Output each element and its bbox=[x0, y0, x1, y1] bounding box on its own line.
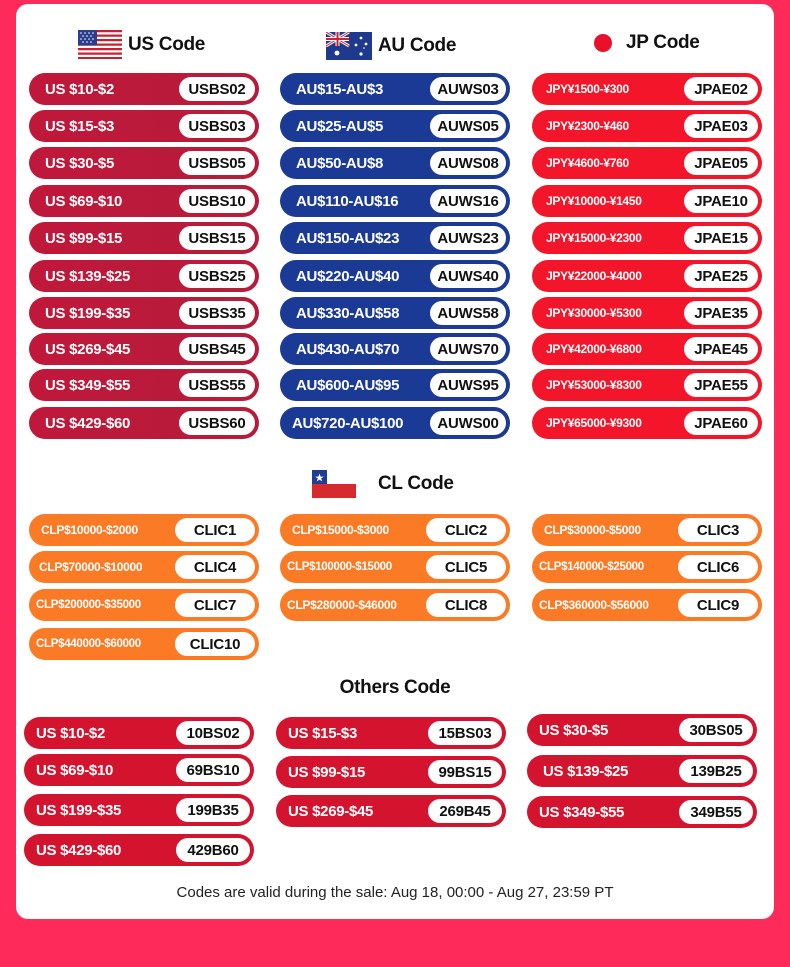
coupon-range: US $429-$60 bbox=[36, 841, 122, 859]
coupon-code[interactable]: 15BS03 bbox=[428, 721, 502, 745]
coupon-code[interactable]: CLIC10 bbox=[175, 632, 255, 656]
others-coupon-pill[interactable] bbox=[276, 717, 506, 749]
coupon-range: AU$330-AU$58 bbox=[296, 304, 400, 322]
jp-coupon-pill[interactable] bbox=[532, 185, 762, 217]
cl-code-title: CL Code bbox=[378, 473, 454, 494]
coupon-range: JPY¥53000-¥8300 bbox=[546, 378, 642, 392]
au-coupon-pill[interactable] bbox=[280, 369, 510, 401]
au-coupon-pill[interactable] bbox=[280, 260, 510, 292]
jp-code-title: JP Code bbox=[626, 32, 700, 53]
others-code-header bbox=[16, 677, 774, 699]
cl-coupon-pill[interactable] bbox=[29, 628, 259, 660]
others-coupon-pill[interactable] bbox=[24, 794, 254, 826]
coupon-range: US $15-$3 bbox=[45, 117, 115, 135]
cl-code-header bbox=[312, 470, 454, 498]
coupon-code[interactable]: USBS55 bbox=[179, 373, 255, 397]
coupon-range: JPY¥1500-¥300 bbox=[546, 82, 629, 96]
cl-coupon-pill[interactable] bbox=[280, 589, 510, 621]
coupon-range: AU$50-AU$8 bbox=[296, 154, 384, 172]
coupon-range: US $199-$35 bbox=[36, 801, 122, 819]
cl-coupon-pill[interactable] bbox=[280, 514, 510, 546]
au-coupon-pill[interactable] bbox=[280, 185, 510, 217]
coupon-range: US $69-$10 bbox=[45, 192, 123, 210]
coupon-range: US $10-$2 bbox=[36, 724, 106, 742]
others-coupon-pill[interactable] bbox=[276, 795, 506, 827]
coupon-range: CLP$70000-$10000 bbox=[39, 560, 143, 574]
coupon-code[interactable]: USBS02 bbox=[179, 77, 255, 101]
coupon-code[interactable]: AUWS16 bbox=[430, 189, 506, 213]
coupon-range: US $349-$55 bbox=[45, 376, 131, 394]
coupon-range: US $30-$5 bbox=[539, 721, 609, 739]
chile-flag-icon bbox=[312, 470, 356, 498]
coupon-code[interactable]: 69BS10 bbox=[176, 758, 250, 782]
us-coupon-pill[interactable] bbox=[29, 260, 259, 292]
coupon-code[interactable]: CLIC9 bbox=[678, 593, 758, 617]
coupon-card bbox=[16, 4, 774, 919]
cl-coupon-pill[interactable] bbox=[29, 514, 259, 546]
coupon-code[interactable]: USBS15 bbox=[179, 226, 255, 250]
au-coupon-pill[interactable] bbox=[280, 73, 510, 105]
others-coupon-pill[interactable] bbox=[24, 754, 254, 786]
coupon-range: US $349-$55 bbox=[539, 803, 625, 821]
coupon-code[interactable]: AUWS05 bbox=[430, 114, 506, 138]
jp-code-header bbox=[592, 32, 700, 54]
coupon-code[interactable]: JPAE05 bbox=[684, 151, 758, 175]
others-coupon-pill[interactable] bbox=[24, 834, 254, 866]
au-code-header bbox=[326, 32, 456, 60]
coupon-range: CLP$100000-$15000 bbox=[287, 561, 392, 573]
coupon-code[interactable]: USBS60 bbox=[179, 411, 255, 435]
others-code-title: Others Code bbox=[339, 677, 451, 698]
coupon-code[interactable]: 139B25 bbox=[679, 759, 753, 783]
coupon-code[interactable]: CLIC2 bbox=[426, 518, 506, 542]
coupon-range: CLP$140000-$25000 bbox=[539, 561, 644, 573]
coupon-range: US $199-$35 bbox=[45, 304, 131, 322]
coupon-code[interactable]: JPAE03 bbox=[684, 114, 758, 138]
coupon-code[interactable]: AUWS95 bbox=[430, 373, 506, 397]
us-coupon-pill[interactable] bbox=[29, 297, 259, 329]
coupon-code[interactable]: USBS25 bbox=[179, 264, 255, 288]
coupon-range: CLP$30000-$5000 bbox=[544, 523, 641, 537]
us-coupon-pill[interactable] bbox=[29, 407, 259, 439]
coupon-code[interactable]: CLIC3 bbox=[678, 518, 758, 542]
coupon-range: US $69-$10 bbox=[36, 761, 114, 779]
coupon-range: US $10-$2 bbox=[45, 80, 115, 98]
coupon-code[interactable]: CLIC1 bbox=[175, 518, 255, 542]
australia-flag-icon bbox=[326, 32, 372, 60]
coupon-range: US $99-$15 bbox=[45, 229, 123, 247]
coupon-code[interactable]: CLIC6 bbox=[678, 555, 758, 579]
cl-coupon-pill[interactable] bbox=[29, 551, 259, 583]
coupon-code[interactable]: AUWS03 bbox=[430, 77, 506, 101]
coupon-range: JPY¥65000-¥9300 bbox=[546, 416, 642, 430]
coupon-code[interactable]: JPAE10 bbox=[684, 189, 758, 213]
us-coupon-pill[interactable] bbox=[29, 147, 259, 179]
us-code-header bbox=[78, 30, 205, 59]
jp-coupon-pill[interactable] bbox=[532, 260, 762, 292]
others-coupon-pill[interactable] bbox=[527, 714, 757, 746]
coupon-code[interactable]: JPAE25 bbox=[684, 264, 758, 288]
coupon-code[interactable]: 429B60 bbox=[176, 838, 250, 862]
coupon-code[interactable]: 349B55 bbox=[679, 800, 753, 824]
coupon-code[interactable]: JPAE55 bbox=[684, 373, 758, 397]
coupon-code[interactable]: AUWS08 bbox=[430, 151, 506, 175]
coupon-code[interactable]: JPAE15 bbox=[684, 226, 758, 250]
coupon-range: US $139-$25 bbox=[543, 762, 629, 780]
coupon-range: AU$15-AU$3 bbox=[296, 80, 384, 98]
au-coupon-pill[interactable] bbox=[280, 333, 510, 365]
coupon-code[interactable]: 269B45 bbox=[428, 799, 502, 823]
validity-note: Codes are valid during the sale: Aug 18, 00:00 - Aug 27, 23:59 PT bbox=[176, 884, 614, 901]
au-code-title: AU Code bbox=[378, 35, 457, 56]
coupon-code[interactable]: 30BS05 bbox=[679, 718, 753, 742]
coupon-code[interactable]: AUWS40 bbox=[430, 264, 506, 288]
coupon-range: JPY¥42000-¥6800 bbox=[546, 342, 642, 356]
coupon-range: JPY¥15000-¥2300 bbox=[546, 231, 642, 245]
jp-coupon-pill[interactable] bbox=[532, 147, 762, 179]
jp-coupon-pill[interactable] bbox=[532, 369, 762, 401]
au-coupon-pill[interactable] bbox=[280, 222, 510, 254]
coupon-code[interactable]: USBS10 bbox=[179, 189, 255, 213]
jp-coupon-pill[interactable] bbox=[532, 110, 762, 142]
jp-coupon-pill[interactable] bbox=[532, 407, 762, 439]
others-coupon-pill[interactable] bbox=[527, 796, 757, 828]
coupon-range: CLP$360000-$56000 bbox=[539, 598, 649, 612]
coupon-code[interactable]: 199B35 bbox=[176, 798, 250, 822]
coupon-code[interactable]: JPAE45 bbox=[684, 337, 758, 361]
coupon-range: AU$25-AU$5 bbox=[296, 117, 384, 135]
au-coupon-pill[interactable] bbox=[280, 297, 510, 329]
us-coupon-pill[interactable] bbox=[29, 369, 259, 401]
coupon-code[interactable]: CLIC5 bbox=[426, 555, 506, 579]
coupon-range: AU$720-AU$100 bbox=[292, 414, 404, 432]
cl-coupon-pill[interactable] bbox=[29, 589, 259, 621]
coupon-code[interactable]: AUWS58 bbox=[430, 301, 506, 325]
coupon-range: JPY¥4600-¥760 bbox=[546, 156, 629, 170]
coupon-code[interactable]: CLIC4 bbox=[175, 555, 255, 579]
others-coupon-pill[interactable] bbox=[276, 756, 506, 788]
coupon-code[interactable]: AUWS70 bbox=[430, 337, 506, 361]
coupon-range: JPY¥2300-¥460 bbox=[546, 119, 629, 133]
au-coupon-pill[interactable] bbox=[280, 110, 510, 142]
coupon-code[interactable]: CLIC7 bbox=[175, 593, 255, 617]
others-coupon-pill[interactable] bbox=[527, 755, 757, 787]
coupon-range: CLP$280000-$46000 bbox=[287, 598, 397, 612]
jp-coupon-pill[interactable] bbox=[532, 222, 762, 254]
coupon-range: CLP$440000-$60000 bbox=[36, 638, 141, 650]
coupon-range: US $429-$60 bbox=[45, 414, 131, 432]
us-coupon-pill[interactable] bbox=[29, 222, 259, 254]
coupon-range: AU$600-AU$95 bbox=[296, 376, 400, 394]
coupon-code[interactable]: USBS05 bbox=[179, 151, 255, 175]
coupon-range: JPY¥30000-¥5300 bbox=[546, 306, 642, 320]
cl-coupon-pill[interactable] bbox=[532, 514, 762, 546]
coupon-range: US $30-$5 bbox=[45, 154, 115, 172]
coupon-range: AU$110-AU$16 bbox=[296, 192, 399, 210]
coupon-code[interactable]: AUWS00 bbox=[430, 411, 506, 435]
cl-coupon-pill[interactable] bbox=[532, 589, 762, 621]
coupon-range: CLP$10000-$2000 bbox=[41, 523, 138, 537]
coupon-range: US $99-$15 bbox=[288, 763, 366, 781]
us-flag-icon bbox=[78, 30, 122, 59]
coupon-code[interactable]: JPAE60 bbox=[684, 411, 758, 435]
coupon-code[interactable]: USBS03 bbox=[179, 114, 255, 138]
coupon-range: AU$430-AU$70 bbox=[296, 340, 400, 358]
coupon-code[interactable]: USBS35 bbox=[179, 301, 255, 325]
us-coupon-pill[interactable] bbox=[29, 110, 259, 142]
coupon-range: JPY¥10000-¥1450 bbox=[546, 194, 642, 208]
us-code-title: US Code bbox=[128, 33, 206, 55]
jp-coupon-pill[interactable] bbox=[532, 73, 762, 105]
coupon-range: US $139-$25 bbox=[45, 267, 131, 285]
coupon-code[interactable]: USBS45 bbox=[179, 337, 255, 361]
coupon-range: JPY¥22000-¥4000 bbox=[546, 269, 642, 283]
coupon-range: US $269-$45 bbox=[288, 802, 374, 820]
coupon-range: US $15-$3 bbox=[288, 724, 358, 742]
us-coupon-pill[interactable] bbox=[29, 185, 259, 217]
coupon-range: AU$150-AU$23 bbox=[296, 229, 400, 247]
coupon-code[interactable]: AUWS23 bbox=[430, 226, 506, 250]
coupon-range: CLP$200000-$35000 bbox=[36, 599, 141, 611]
cl-coupon-pill[interactable] bbox=[280, 551, 510, 583]
au-coupon-pill[interactable] bbox=[280, 407, 510, 439]
coupon-range: US $269-$45 bbox=[45, 340, 131, 358]
coupon-range: AU$220-AU$40 bbox=[296, 267, 400, 285]
japan-flag-icon bbox=[592, 32, 614, 54]
us-coupon-pill[interactable] bbox=[29, 73, 259, 105]
coupon-code[interactable]: JPAE02 bbox=[684, 77, 758, 101]
cl-coupon-pill[interactable] bbox=[532, 551, 762, 583]
coupon-code[interactable]: CLIC8 bbox=[426, 593, 506, 617]
coupon-code[interactable]: 99BS15 bbox=[428, 760, 502, 784]
coupon-range: CLP$15000-$3000 bbox=[292, 523, 389, 537]
au-coupon-pill[interactable] bbox=[280, 147, 510, 179]
jp-coupon-pill[interactable] bbox=[532, 333, 762, 365]
coupon-code[interactable]: 10BS02 bbox=[176, 721, 250, 745]
us-coupon-pill[interactable] bbox=[29, 333, 259, 365]
jp-coupon-pill[interactable] bbox=[532, 297, 762, 329]
coupon-code[interactable]: JPAE35 bbox=[684, 301, 758, 325]
others-coupon-pill[interactable] bbox=[24, 717, 254, 749]
